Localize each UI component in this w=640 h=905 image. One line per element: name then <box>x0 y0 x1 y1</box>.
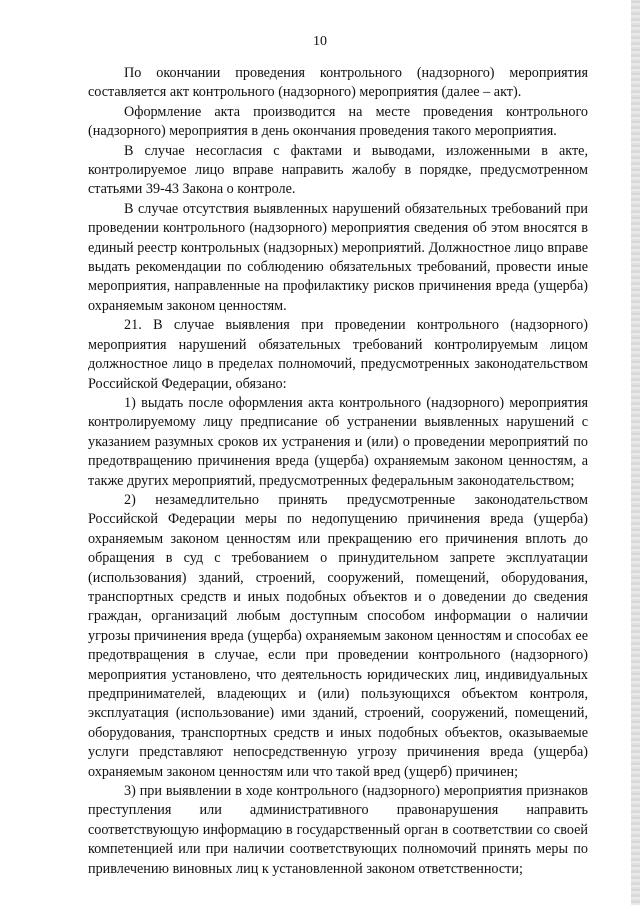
paragraph-act-execution: Оформление акта производится на месте проведения контрольного (надзорного) мероприятия в день окончания проведения такого мероприятия. <box>88 103 588 140</box>
page-number: 10 <box>313 34 327 49</box>
document-body <box>88 64 588 879</box>
paragraph-complaint: В случае несогласия с фактами и выводами, изложенными в акте, контролируемое лицо вправе направить жалобу в порядке, предусмотренном статьями 39-43 Закона о контроле. <box>88 142 588 198</box>
paragraph-subitem-2: 2) незамедлительно принять предусмотренные законодательством Российской Федерации меры по недопущению причинения вреда (ущерба) охраняемым законом ценностям или прекращению его причинения вплоть до обращения в суд с требованием о принудительном запрете эксплуатации (использования) зданий, строений, сооружений, помещений, оборудования, транспортных средств и иных подобных объектов и о доведении до сведения граждан, организаций любым доступным способом информации о наличии угрозы причинения вреда (ущерба) охраняемым законом ценностям и способах ее предотвращения в случае, если при проведении контрольного (надзорного) мероприятия установлено, что деятельность юридических лиц, индивидуальных предпринимателей, владеющих и (или) пользующихся объектом контроля, эксплуатация (использование) ими зданий, строений, сооружений, помещений, оборудования, транспортных средств и иных подобных объектов, оказываемые услуги представляют непосредственную угрозу причинения вреда (ущерба) охраняемым законом ценностям или что такой вред (ущерб) причинен; <box>88 491 588 780</box>
paragraph-item-21: 21. В случае выявления при проведении контрольного (надзорного) мероприятия нарушений обязательных требований контролируемым лицом должностное лицо в пределах полномочий, предусмотренных законодательством Российской Федерации, обязано: <box>88 317 588 392</box>
paragraph-no-violations: В случае отсутствия выявленных нарушений обязательных требований при проведении контрольного (надзорного) мероприятия сведения об этом вносятся в единый реестр контрольных (надзорных) мероприятий. Должностное лицо вправе выдать рекомендации по соблюдению обязательных требований, провести иные мероприятия, направленные на профилактику рисков причинения вреда (ущерба) охраняемым законом ценностям. <box>88 200 588 314</box>
scan-edge-shadow <box>631 0 640 905</box>
paragraph-act-drafting: По окончании проведения контрольного (надзорного) мероприятия составляется акт контрольного (надзорного) мероприятия (далее – акт). <box>88 65 588 101</box>
paragraph-subitem-3: 3) при выявлении в ходе контрольного (надзорного) мероприятия признаков преступления или административного правонарушения направить соответствующую информацию в государственный орган в соответствии со своей компетенцией или при наличии соответствующих полномочий принять меры по привлечению виновных лиц к установленной законом ответственности; <box>88 783 588 877</box>
paragraph-subitem-1: 1) выдать после оформления акта контрольного (надзорного) мероприятия контролируемому лицу предписание об устранении выявленных нарушений с указанием разумных сроков их устранения и (или) о проведении мероприятий по предотвращению причинения вреда (ущерба) охраняемым законом ценностям, а также других мероприятий, предусмотренных федеральным законодательством; <box>88 394 588 489</box>
